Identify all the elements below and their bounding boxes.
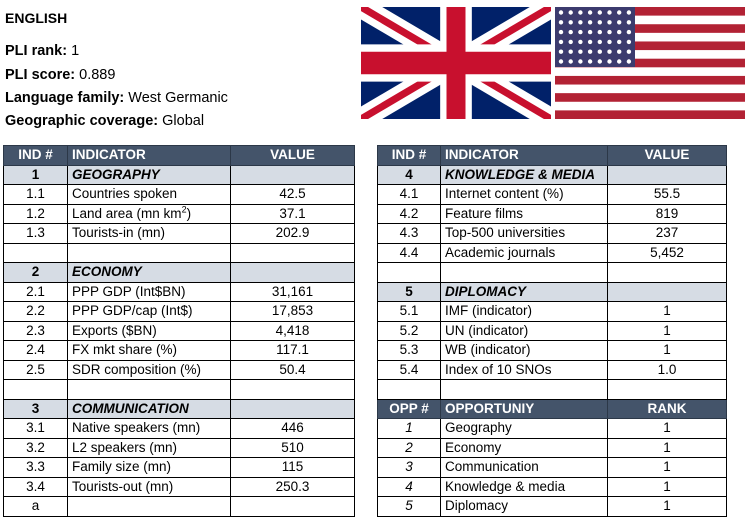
table-row: 5.1 IMF (indicator) 1 (378, 302, 727, 322)
table-row: 4.2 Feature films 819 (378, 204, 727, 224)
table-row: 4 Knowledge & media 1 (378, 477, 727, 497)
section-geography: 1 GEOGRAPHY (4, 165, 355, 185)
table-row: 2.4 FX mkt share (%) 117.1 (4, 341, 355, 361)
table-row: 2.1 PPP GDP (Int$BN) 31,161 (4, 282, 355, 302)
col-value: VALUE (231, 146, 355, 166)
spacer-row (378, 380, 727, 400)
spacer-row (4, 243, 355, 263)
table-row: 1.1 Countries spoken 42.5 (4, 185, 355, 205)
table-row: 5.2 UN (indicator) 1 (378, 321, 727, 341)
section-communication: 3 COMMUNICATION (4, 399, 355, 419)
pli-rank: PLI rank: 1 (5, 43, 80, 59)
language-title: ENGLISH (5, 10, 68, 26)
col-ind: IND # (378, 146, 441, 166)
table-row: 2.2 PPP GDP/cap (Int$) 17,853 (4, 302, 355, 322)
table-row: 3.1 Native speakers (mn) 446 (4, 419, 355, 439)
language-family: Language family: West Germanic (5, 90, 228, 106)
table-row: 2.5 SDR composition (%) 50.4 (4, 360, 355, 380)
table-row: 4.1 Internet content (%) 55.5 (378, 185, 727, 205)
section-diplomacy: 5 DIPLOMACY (378, 282, 727, 302)
table-row: 4.3 Top-500 universities 237 (378, 224, 727, 244)
opportunity-header: OPP # OPPORTUNIY RANK (378, 399, 727, 419)
table-row: 5.3 WB (indicator) 1 (378, 341, 727, 361)
geographic-coverage: Geographic coverage: Global (5, 113, 205, 129)
table-row: 1 Geography 1 (378, 419, 727, 439)
table-row: 2.3 Exports ($BN) 4,418 (4, 321, 355, 341)
spacer-row (378, 263, 727, 283)
table-row: 1.3 Tourists-in (mn) 202.9 (4, 224, 355, 244)
col-value: VALUE (608, 146, 727, 166)
table-row: 5.4 Index of 10 SNOs 1.0 (378, 360, 727, 380)
us-flag-icon (555, 7, 745, 119)
table-row: 3.3 Family size (mn) 115 (4, 458, 355, 478)
indicator-table-right (377, 145, 727, 517)
section-knowledge-media: 4 KNOWLEDGE & MEDIA (378, 165, 727, 185)
table-row: 3 Communication 1 (378, 458, 727, 478)
table-row: 4.4 Academic journals 5,452 (378, 243, 727, 263)
table-row: 3.4 Tourists-out (mn) 250.3 (4, 477, 355, 497)
pli-score: PLI score: 0.889 (5, 67, 116, 83)
col-ind: IND # (4, 146, 68, 166)
col-indicator: INDICATOR (68, 146, 231, 166)
table-row: 2 Economy 1 (378, 438, 727, 458)
table-row: 5 Diplomacy 1 (378, 497, 727, 517)
indicator-table-left (3, 145, 355, 517)
table-row: 1.2 Land area (mn $km^2$) 37.1 (4, 204, 355, 224)
table-row: a (4, 497, 355, 517)
col-indicator: INDICATOR (441, 146, 608, 166)
table-row: 3.2 L2 speakers (mn) 510 (4, 438, 355, 458)
section-economy: 2 ECONOMY (4, 263, 355, 283)
uk-flag-icon (361, 7, 551, 119)
spacer-row (4, 380, 355, 400)
